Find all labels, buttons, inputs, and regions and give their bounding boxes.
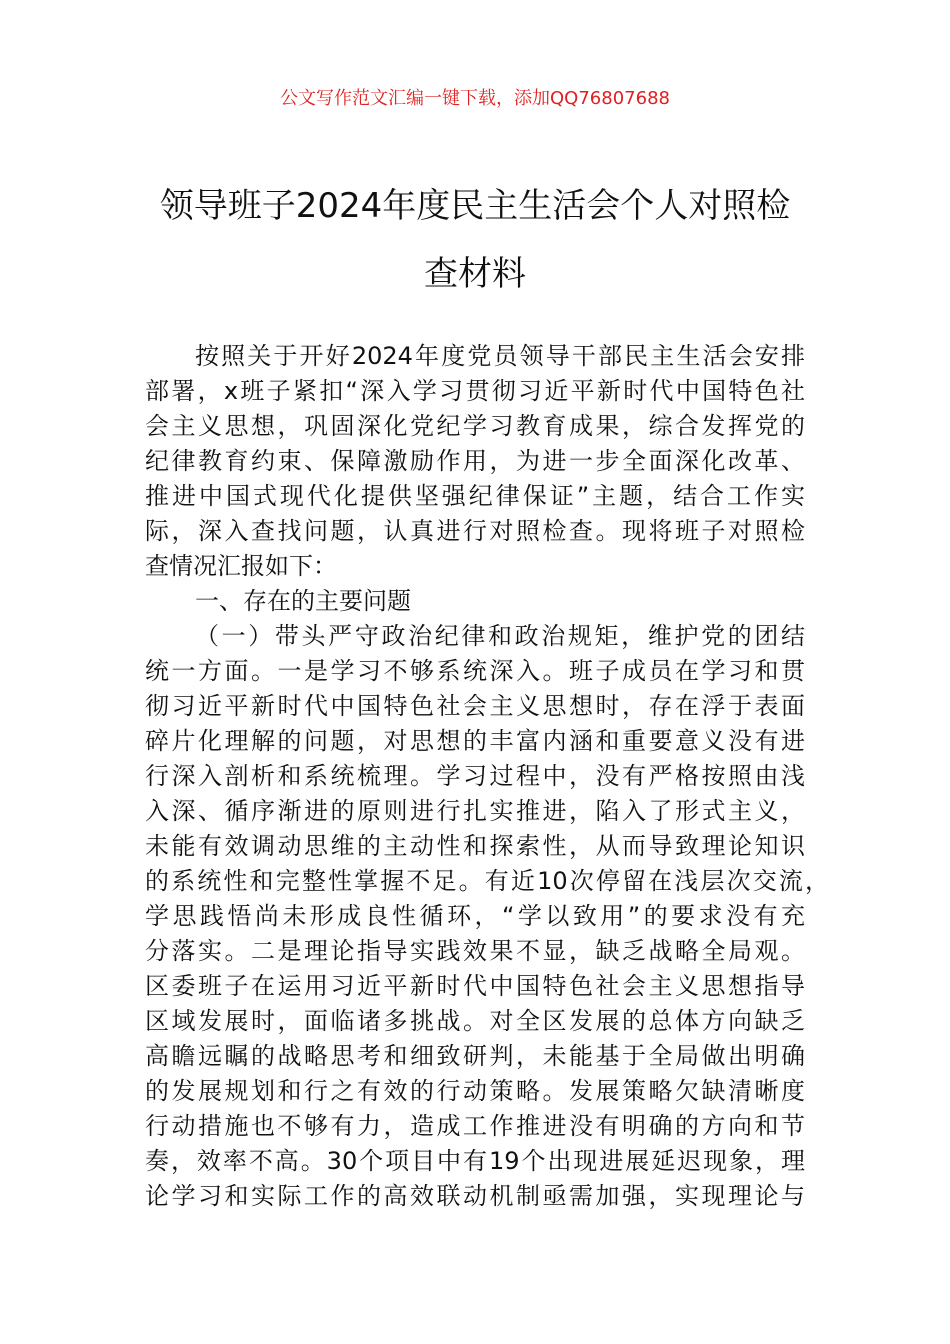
body-text-line: 会主义思想，巩固深化党纪学习教育成果，综合发挥党的 [145,412,805,440]
body-text-line: 学思践悟尚未形成良性循环，“学以致用”的要求没有充 [145,902,805,930]
body-text-line: 行深入剖析和系统梳理。学习过程中，没有严格按照由浅 [145,762,805,790]
document-body [145,339,829,1214]
body-text-line: 行动措施也不够有力，造成工作推进没有明确的方向和节 [145,1112,805,1140]
body-text-line: 查情况汇报如下： [145,552,337,580]
body-text-line: 分落实。二是理论指导实践效果不显，缺乏战略全局观。 [145,937,805,965]
download-banner: 公文写作范文汇编一键下载，添加QQ76807688 [280,88,670,109]
body-text-line: 未能有效调动思维的主动性和探索性，从而导致理论知识 [145,832,805,860]
document-title-line-2: 查材料 [424,254,526,294]
body-text-line: 奏，效率不高。30个项目中有19个出现进展延迟现象，理 [145,1147,805,1175]
body-text-line: 际，深入查找问题，认真进行对照检查。现将班子对照检 [145,517,805,545]
body-text-line: 纪律教育约束、保障激励作用，为进一步全面深化改革、 [145,447,805,475]
body-text-line: 的发展规划和行之有效的行动策略。发展策略欠缺清晰度 [145,1077,805,1105]
body-text-line: 按照关于开好2024年度党员领导干部民主生活会安排 [195,342,805,370]
body-text-line: 高瞻远瞩的战略思考和细致研判，未能基于全局做出明确 [145,1042,805,1070]
body-text-line: 入深、循序渐进的原则进行扎实推进，陷入了形式主义， [145,797,805,825]
body-text-line: 区委班子在运用习近平新时代中国特色社会主义思想指导 [145,972,805,1000]
body-text-line: 统一方面。一是学习不够系统深入。班子成员在学习和贯 [145,657,805,685]
body-text-line: 一、存在的主要问题 [195,587,411,615]
body-text-line: 论学习和实际工作的高效联动机制亟需加强，实现理论与 [145,1182,805,1210]
body-text-line: 碎片化理解的问题，对思想的丰富内涵和重要意义没有进 [145,727,805,755]
body-text-line: 推进中国式现代化提供坚强纪律保证”主题，结合工作实 [145,482,805,510]
body-text-line: （一）带头严守政治纪律和政治规矩，维护党的团结 [195,622,805,650]
document-title-line-1: 领导班子2024年度民主生活会个人对照检 [159,186,791,226]
body-text-line: 的系统性和完整性掌握不足。有近10次停留在浅层次交流， [145,867,829,895]
body-text-line: 彻习近平新时代中国特色社会主义思想时，存在浮于表面 [145,692,805,720]
body-text-line: 区域发展时，面临诸多挑战。对全区发展的总体方向缺乏 [145,1007,805,1035]
body-text-line: 部署，x班子紧扣“深入学习贯彻习近平新时代中国特色社 [145,377,805,405]
